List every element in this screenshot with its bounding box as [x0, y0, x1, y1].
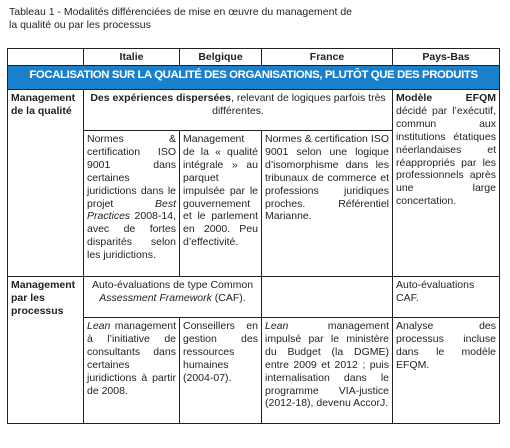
italie-qualite-text-2: 2008-14, avec de fortes disparités selon les juridictions. — [87, 210, 176, 262]
cell-dispersed-experiences — [84, 90, 393, 131]
cell-italie-qualite — [84, 131, 180, 277]
efqm-text: décidé par l’exécutif, commun aux institutions étatiques néerlandaises et réappropriés par les professionnels après une large concertation. — [396, 104, 496, 208]
caf-italic: Assessment Framework — [99, 291, 212, 304]
france-lean-text: management impulsé par le ministère du Budget (la DGME) entre 2009 et 2012 ; puis internalisation dans le programme VIA-justice (2012-18), devenu AccorJ. — [265, 320, 389, 410]
italie-lean-text: management à l’initiative de consultants dans certaines juridictions à partir de 2008. — [87, 320, 176, 397]
header-belgique: Belgique — [180, 49, 262, 66]
cell-pays-bas-analyse: Analyse des processus incluse dans le modèle EFQM. — [393, 318, 500, 424]
banner-row — [8, 66, 500, 90]
cell-pays-bas-caf: Auto-évaluations CAF. — [393, 277, 500, 318]
cell-pays-bas-efqm — [393, 90, 500, 277]
italie-lean-italic: Lean — [87, 320, 111, 332]
rowhead-qualite-line-1: Management — [11, 92, 76, 104]
header-italie: Italie — [84, 49, 180, 66]
rowhead-processus-line-3: processus — [11, 304, 64, 317]
header-france: France — [262, 49, 393, 66]
caf-text-1: Auto-évaluations de type Common — [91, 279, 254, 291]
italie-best-practices: Best Practices — [87, 197, 176, 223]
comparison-table — [7, 48, 500, 424]
header-pays-bas: Pays-Bas — [393, 49, 500, 66]
header-empty — [8, 49, 84, 66]
rowhead-management-qualite — [8, 90, 84, 277]
process-caf-row — [8, 277, 500, 318]
cell-belgique-conseillers: Conseillers en gestion des ressources humaines (2004-07). — [180, 318, 262, 424]
efqm-bold: Modèle EFQM — [396, 92, 496, 104]
cell-france-lean — [262, 318, 393, 424]
quality-summary-row — [8, 90, 500, 131]
cell-auto-evaluations-caf — [84, 277, 262, 318]
dispersed-bold: Des expériences dispersées — [90, 92, 231, 104]
header-row — [8, 49, 500, 66]
italie-qualite-text-1: Normes & certification ISO 9001 dans certaines juridictions dans le projet — [87, 133, 176, 210]
banner-focalisation: FOCALISATION SUR LA QUALITÉ DES ORGANISATIONS, PLUTÔT QUE DES PRODUITS — [8, 66, 500, 90]
caption-line-2: la qualité ou par les processus — [9, 18, 151, 31]
rowhead-processus-line-1: Management — [11, 279, 76, 291]
table-caption — [9, 6, 429, 31]
cell-italie-lean — [84, 318, 180, 424]
rowhead-management-processus — [8, 277, 84, 424]
rowhead-qualite-line-2: de la qualité — [11, 104, 72, 117]
france-lean-italic: Lean — [265, 320, 289, 332]
cell-france-caf-empty — [262, 277, 393, 318]
cell-belgique-qualite: Management de la « qualité intégrale » au parquet impulsée par le gouvernement et le parlement en 2000. Peu d’effectivité. — [180, 131, 262, 277]
dispersed-text: , relevant de logiques parfois très différentes. — [212, 92, 386, 117]
rowhead-processus-line-2: par les — [11, 291, 45, 304]
cell-france-qualite: Normes & certification ISO 9001 selon une logique d’isomorphisme dans les tribunaux de commerce et professions juridiques proches. Référentiel Marianne. — [262, 131, 393, 277]
caf-text-2: (CAF). — [211, 291, 246, 304]
caption-line-1: Tableau 1 - Modalités différenciées de mise en œuvre du management de — [9, 6, 352, 18]
